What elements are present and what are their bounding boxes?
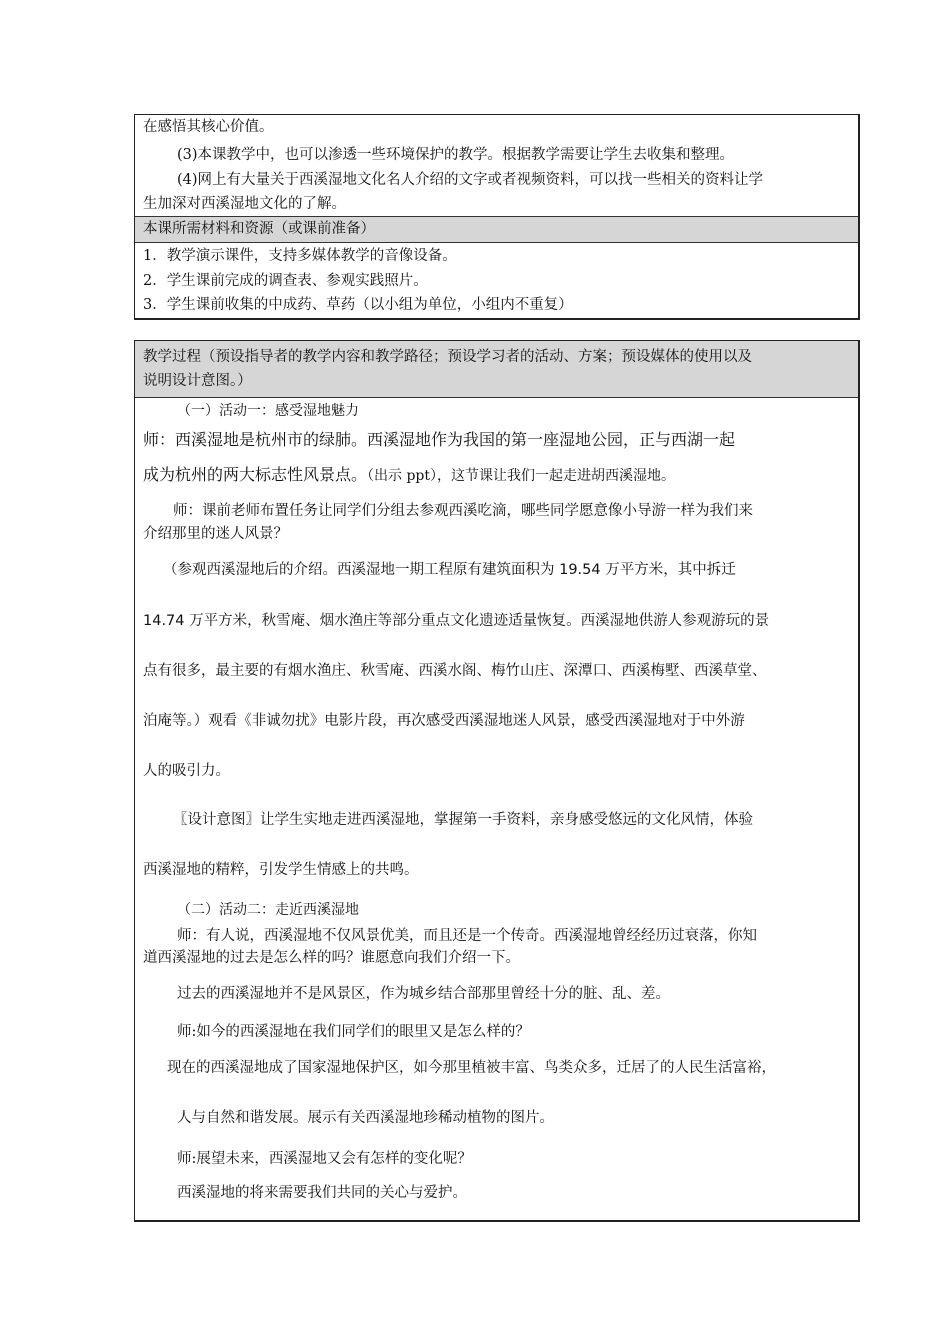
intro-line: 14.74 万平方米，秋雪庵、烟水渔庄等部分重点文化遗迹适量恢复。西溪湿地供游人参观游玩的景 [143, 613, 770, 629]
materials-table [134, 114, 860, 320]
text-line: 生加深对西溪湿地文化的了解。 [143, 196, 346, 212]
materials-header-text: 本课所需材料和资源（或课前准备） [143, 221, 375, 237]
activity1-title: （一）活动一：感受湿地魅力 [177, 403, 359, 419]
text-line: 师：有人说，西溪湿地不仅风景优美，而且还是一个传奇。西溪湿地曾经经历过衰落，你知 [177, 928, 757, 944]
text-line: 人与自然和谐发展。展示有关西溪湿地珍稀动植物的图片。 [177, 1110, 554, 1126]
text-line: 西溪湿地的将来需要我们共同的关心与爱护。 [177, 1185, 467, 1201]
text-line: 现在的西溪湿地成了国家湿地保护区，如今那里植被丰富、鸟类众多，迁居了的人民生活富裕， [167, 1060, 776, 1076]
text-line: 介绍那里的迷人风景？ [143, 526, 288, 542]
text-line: 师：课前老师布置任务让同学们分组去参观西溪吃滴，哪些同学愿意像小导游一样为我们来 [173, 503, 753, 519]
design-intent: 西溪湿地的精粹，引发学生情感上的共鸣。 [143, 862, 419, 878]
process-header [135, 341, 858, 398]
text-line: 道西溪湿地的过去是怎么样的吗？谁愿意向我们介绍一下。 [143, 950, 520, 966]
intro-line: 点有很多，最主要的有烟水渔庄、秋雪庵、西溪水阁、梅竹山庄、深潭口、西溪梅墅、西溪草堂、 [143, 663, 767, 679]
text-line: 在感悟其核心价值。 [143, 119, 274, 135]
design-intent: 〖设计意图〗让学生实地走进西溪湿地，掌握第一手资料，亲身感受悠远的文化风情，体验 [173, 812, 753, 828]
intro-line: 人的吸引力。 [143, 763, 230, 779]
process-header-line: 教学过程（预设指导者的教学内容和教学路径；预设学习者的活动、方案；预设媒体的使用以及 [143, 349, 752, 365]
text-line: 师：西溪湿地是杭州市的绿肺。西溪湿地作为我国的第一座湿地公园，正与西湖一起 [143, 430, 736, 449]
text-line: (4)网上有大量关于西溪湿地文化名人介绍的文字或者视频资料，可以找一些相关的资料让学 [177, 172, 764, 188]
text-line: 成为杭州的两大标志性风景点。（出示 ppt），这节课让我们一起走进胡西溪湿地。 [143, 465, 676, 484]
list-item: 2．学生课前完成的调查表、参观实践照片。 [143, 273, 428, 289]
list-item: 1．教学演示课件，支持多媒体教学的音像设备。 [143, 248, 457, 264]
activity2-title: （二）活动二：走近西溪湿地 [177, 902, 359, 918]
intro-line: 泊庵等。）观看《非诚勿扰》电影片段，再次感受西溪湿地迷人风景，感受西溪湿地对于中外游 [143, 713, 745, 729]
text-line: 过去的西溪湿地并不是风景区，作为城乡结合部那里曾经十分的脏、乱、差。 [177, 986, 670, 1002]
list-item: 3．学生课前收集的中成药、草药（以小组为单位，小组内不重复） [143, 297, 573, 313]
intro-line: （参观西溪湿地后的介绍。西溪湿地一期工程原有建筑面积为 19.54 万平方米，其中拆迁 [163, 562, 736, 578]
text-line: (3)本课教学中，也可以渗透一些环境保护的教学。根据教学需要让学生去收集和整理。 [177, 147, 735, 163]
materials-header [135, 216, 858, 243]
process-header-line: 说明设计意图。） [143, 373, 252, 389]
text-line: 师:展望未来，西溪湿地又会有怎样的变化呢？ [177, 1151, 472, 1167]
text-line: 师:如今的西溪湿地在我们同学们的眼里又是怎么样的？ [177, 1024, 530, 1040]
process-table [134, 340, 860, 1222]
